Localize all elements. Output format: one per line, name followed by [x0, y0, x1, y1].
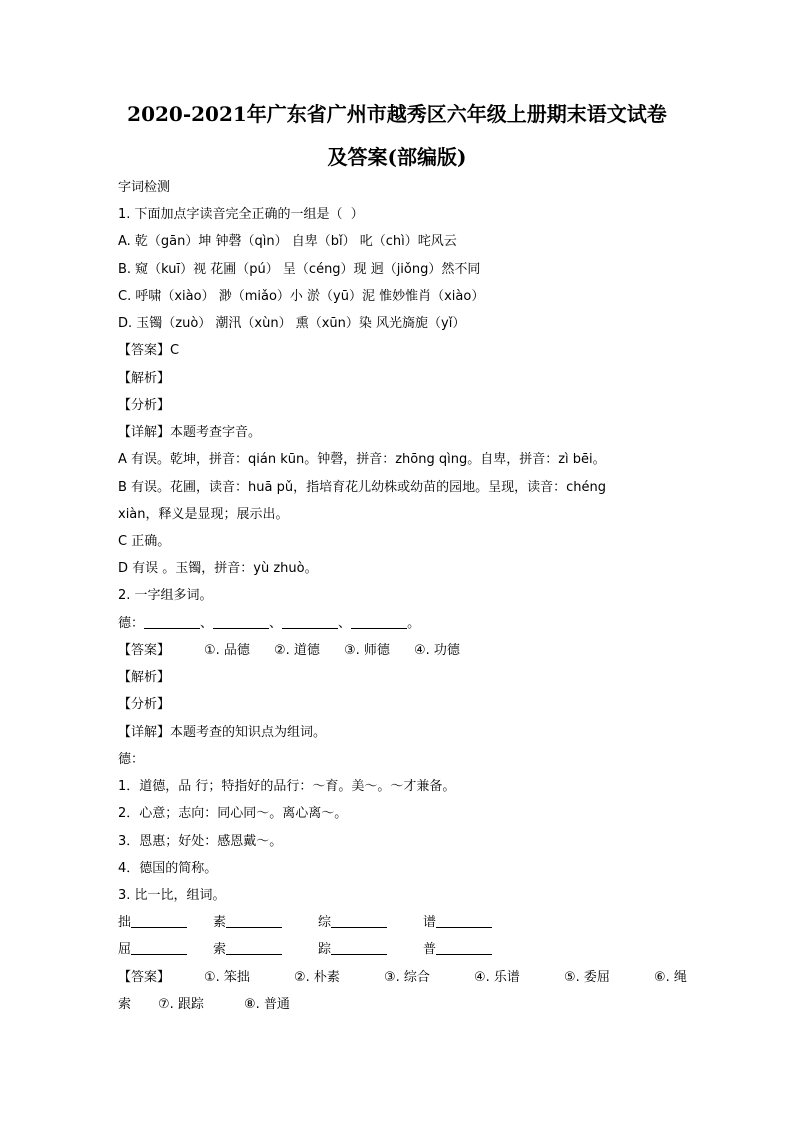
answer-blank [213, 615, 269, 629]
answer-blank [331, 941, 387, 955]
answer-item: ⑦. 跟踪 [158, 996, 204, 1012]
answer-blank [436, 914, 492, 928]
q3-answer-cont [118, 996, 290, 1014]
q1-option-b: B. 窥（kuī）视 花圃（pú） 呈（céng）现 迥（jiǒng）然不同 [118, 261, 481, 277]
q2-explain-3: 3．恩惠；好处：感恩戴～。 [118, 833, 283, 849]
answer-item: ④. 乐谱 [474, 969, 520, 985]
answer-item: ⑧. 普通 [244, 996, 290, 1012]
q3-char: 拙 [118, 915, 132, 931]
document-title-line1: 2020-2021年广东省广州市越秀区六年级上册期末语文试卷 [127, 102, 667, 126]
separator: 、 [269, 615, 283, 631]
q3-char: 综 [318, 915, 332, 931]
q2-blanks [118, 615, 420, 633]
q1-stem: 1. 下面加点字读音完全正确的一组是（ ） [118, 207, 364, 223]
q3-char: 索 [213, 942, 227, 958]
answer-blank [144, 615, 200, 629]
answer-item: ①. 品德 [204, 642, 250, 658]
answer-blank [226, 941, 282, 955]
answer-blank [331, 914, 387, 928]
q1-option-c: C. 呼啸（xiào） 渺（miǎo）小 淤（yū）泥 惟妙惟肖（xiào） [118, 288, 485, 304]
answer-blank [131, 914, 187, 928]
q2-prompt: 德： [118, 615, 145, 631]
answer-item: ⑥. 绳 [654, 969, 687, 985]
answer-item-cont: 索 [118, 996, 132, 1012]
separator: 、 [338, 615, 352, 631]
q1-explain-d: D 有误 。玉镯，拼音：yù zhuò。 [118, 561, 318, 577]
q3-answer [118, 969, 687, 987]
q2-detail: 【详解】本题考查的知识点为组词。 [118, 724, 327, 740]
q1-explain-c: C 正确。 [118, 533, 171, 549]
q1-explain-b: B 有误。花圃，读音：huā pǔ，指培育花儿幼株或幼苗的园地。呈现，读音：chéng [118, 479, 606, 495]
q2-answer [118, 642, 460, 660]
q3-char: 踪 [318, 942, 332, 958]
q3-char: 屈 [118, 942, 132, 958]
q3-char: 普 [423, 942, 437, 958]
answer-item: ③. 师德 [344, 642, 390, 658]
section-heading: 字词检测 [118, 180, 171, 195]
answer-item: ②. 道德 [274, 642, 320, 658]
q1-option-a: A. 乾（gān）坤 钟磬（qìn） 自卑（bǐ） 叱（chì）咤风云 [118, 234, 457, 250]
q3-stem: 3. 比一比，组词。 [118, 887, 226, 903]
answer-blank [351, 615, 407, 629]
q2-stem: 2. 一字组多词。 [118, 588, 213, 604]
q1-analysis-label: 【解析】 [118, 370, 171, 386]
answer-blank [131, 941, 187, 955]
q2-explain-1: 1．道德，品 行；特指好的品行：～育。美～。～才兼备。 [118, 779, 456, 795]
answer-item: ②. 朴素 [294, 969, 340, 985]
answer-blank [282, 615, 338, 629]
q2-explain-4: 4．德国的简称。 [118, 860, 218, 876]
q3-char: 谱 [423, 915, 437, 931]
answer-item: ③. 综合 [384, 969, 430, 985]
q1-option-d: D. 玉镯（zuò） 潮汛（xùn） 熏（xūn）染 风光旖旎（yǐ） [118, 316, 466, 332]
q1-answer: 【答案】C [118, 343, 180, 359]
q2-explain-2: 2．心意；志向：同心同～。离心离～。 [118, 806, 348, 822]
q1-explain-b-cont: xiàn，释义是显现；展示出。 [118, 506, 289, 522]
document-title-line2: 及答案(部编版) [327, 145, 467, 169]
q1-explain-a: A 有误。乾坤，拼音：qián kūn。钟磬，拼音：zhōng qìng。自卑，拼音：zì bēi。 [118, 452, 606, 468]
answer-blank [436, 941, 492, 955]
answer-label: 【答案】 [118, 642, 171, 658]
q2-explain-head: 德： [118, 751, 145, 767]
end-mark: 。 [407, 615, 421, 631]
q3-row-1 [118, 914, 492, 932]
answer-item: ⑤. 委屈 [564, 969, 610, 985]
q2-analysis-label: 【解析】 [118, 670, 171, 686]
q3-row-2 [118, 941, 492, 959]
q2-fenxi-label: 【分析】 [118, 697, 171, 713]
answer-label: 【答案】 [118, 969, 171, 985]
answer-item: ①. 笨拙 [204, 969, 250, 985]
separator: 、 [200, 615, 214, 631]
answer-blank [226, 914, 282, 928]
q3-char: 素 [213, 915, 227, 931]
answer-item: ④. 功德 [414, 642, 460, 658]
q1-fenxi-label: 【分析】 [118, 397, 171, 413]
q1-detail: 【详解】本题考查字音。 [118, 425, 262, 441]
